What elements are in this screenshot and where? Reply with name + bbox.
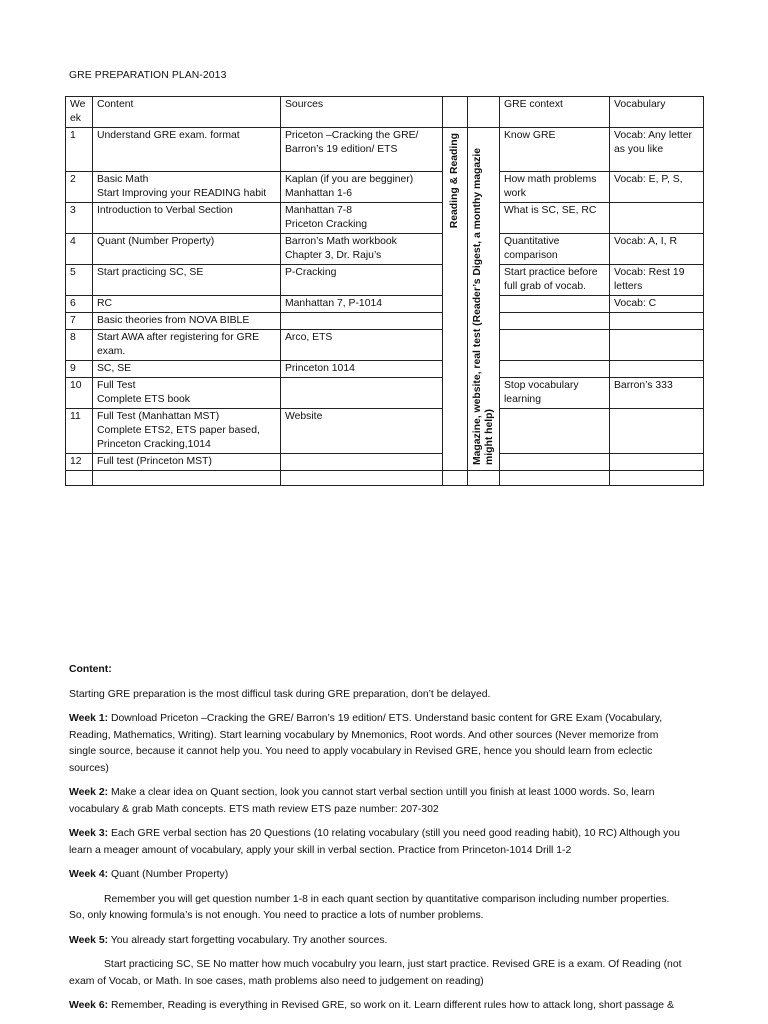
week-label: Week 3: xyxy=(69,828,109,839)
cell-week: 11 xyxy=(66,409,93,454)
cell-content: Basic Math Start Improving your READING habit xyxy=(93,172,281,203)
cell-vocabulary xyxy=(610,361,704,378)
sources-vertical-label: Magazine, website, real test (Reader’s Digest, a monthy magazie might help) xyxy=(472,147,495,465)
header-sources: Sources xyxy=(281,97,443,128)
cell-sources xyxy=(281,378,443,409)
week-label: Week 5: xyxy=(69,934,109,946)
cell-vocabulary: Vocab: Rest 19 letters xyxy=(610,265,704,296)
cell-sources: Manhattan 7-8 Priceton Cracking xyxy=(281,203,443,234)
cell-gre-context xyxy=(500,313,610,330)
cell-blank xyxy=(468,471,500,486)
cell-gre-context xyxy=(500,471,610,486)
sources-vertical-cell xyxy=(468,128,500,471)
table-row xyxy=(66,313,704,330)
table-header-row xyxy=(66,97,704,128)
week-label: Week 1: xyxy=(69,713,109,724)
cell-gre-context: Quantitative comparison xyxy=(500,234,610,265)
cell-vocabulary: Vocab: C xyxy=(610,296,704,313)
cell-week: 4 xyxy=(66,234,93,265)
cell-sources: Princeton 1014 xyxy=(281,361,443,378)
cell-week: 2 xyxy=(66,172,93,203)
cell-week: 9 xyxy=(66,361,93,378)
cell-gre-context: What is SC, SE, RC xyxy=(500,203,610,234)
cell-week: 6 xyxy=(66,296,93,313)
week-label: Week 2: xyxy=(69,787,109,798)
cell-blank xyxy=(443,471,468,486)
table-row xyxy=(66,172,704,203)
week-6-note xyxy=(69,998,683,1015)
cell-content: Start practicing SC, SE xyxy=(93,265,281,296)
cell-content: SC, SE xyxy=(93,361,281,378)
table-row xyxy=(66,454,704,471)
header-blank-2 xyxy=(468,97,500,128)
header-content: Content xyxy=(93,97,281,128)
cell-week: 1 xyxy=(66,128,93,172)
cell-vocabulary xyxy=(610,313,704,330)
header-vocabulary: Vocabulary xyxy=(610,97,704,128)
cell-gre-context xyxy=(500,296,610,313)
cell-gre-context xyxy=(500,330,610,361)
cell-sources: Barron’s Math workbook Chapter 3, Dr. Raju’s xyxy=(281,234,443,265)
cell-week: 5 xyxy=(66,265,93,296)
cell-content: Full Test Complete ETS book xyxy=(93,378,281,409)
cell-sources: Arco, ETS xyxy=(281,330,443,361)
cell-gre-context: Start practice before full grab of vocab. xyxy=(500,265,610,296)
week-text: Remember, Reading is everything in Revised GRE, so work on it. Learn different rules how to attack long, short passage & xyxy=(108,1000,674,1011)
cell-content: RC xyxy=(93,296,281,313)
cell-sources: Priceton –Cracking the GRE/ Barron’s 19 edition/ ETS xyxy=(281,128,443,172)
cell-gre-context: How math problems work xyxy=(500,172,610,203)
cell-content xyxy=(93,471,281,486)
cell-week: 8 xyxy=(66,330,93,361)
week-1-note xyxy=(69,711,683,777)
week-text: Make a clear idea on Quant section, look you cannot start verbal section untill you finish at least 1000 words. So, learn vocabulary & grab Math concepts. ETS math review ETS paze number: 207-302 xyxy=(69,787,655,815)
week-3-note xyxy=(69,826,683,859)
cell-content: Quant (Number Property) xyxy=(93,234,281,265)
intro-paragraph: Starting GRE preparation is the most difficul task during GRE preparation, don’t be delayed. xyxy=(69,688,491,700)
cell-week: 3 xyxy=(66,203,93,234)
cell-week xyxy=(66,471,93,486)
content-notes xyxy=(69,662,683,1023)
table-row xyxy=(66,471,704,486)
week-5-paragraph: Start practicing SC, SE No matter how much vocabulry you learn, just start practice. Revised GRE is a exam. Of Reading (not exam of Vocab, or Math. In soe cases, math problems also need to judgement on reading) xyxy=(69,959,682,987)
reading-vertical-label: Reading & Reading xyxy=(449,133,460,229)
preparation-plan-table xyxy=(65,96,704,486)
cell-sources: Manhattan 7, P-1014 xyxy=(281,296,443,313)
cell-vocabulary xyxy=(610,454,704,471)
week-text: You already start forgetting vocabulary. Try another sources. xyxy=(108,934,388,946)
header-week: We ek xyxy=(66,97,93,128)
cell-vocabulary: Vocab: A, I, R xyxy=(610,234,704,265)
header-blank-1 xyxy=(443,97,468,128)
cell-gre-context: Know GRE xyxy=(500,128,610,172)
table-row xyxy=(66,265,704,296)
header-gre-context: GRE context xyxy=(500,97,610,128)
table-row xyxy=(66,203,704,234)
week-text: Download Priceton –Cracking the GRE/ Barron’s 19 edition/ ETS. Understand basic content for GRE Exam (Vocabulary, Reading, Mathematics, Writing). Start learning vocabulary by Mnemonics, Root words. And other sources (Never memorize from single source, because it cannot help you. You need to apply vocabulary in Revised GRE, hence you should learn from eclectic sources) xyxy=(69,713,663,774)
table-row xyxy=(66,378,704,409)
cell-content: Understand GRE exam. format xyxy=(93,128,281,172)
table-row xyxy=(66,409,704,454)
table-row xyxy=(66,128,704,172)
cell-content: Basic theories from NOVA BIBLE xyxy=(93,313,281,330)
week-text: Quant (Number Property) xyxy=(108,869,229,880)
cell-content: Full test (Princeton MST) xyxy=(93,454,281,471)
cell-gre-context xyxy=(500,409,610,454)
cell-sources xyxy=(281,454,443,471)
cell-vocabulary: Barron’s 333 xyxy=(610,378,704,409)
content-heading: Content: xyxy=(69,664,112,675)
week-2-note xyxy=(69,785,683,818)
week-label: Week 4: xyxy=(69,869,109,880)
cell-vocabulary xyxy=(610,471,704,486)
table-row xyxy=(66,234,704,265)
document-title: GRE PREPARATION PLAN-2013 xyxy=(69,70,227,81)
cell-content: Introduction to Verbal Section xyxy=(93,203,281,234)
cell-week: 7 xyxy=(66,313,93,330)
week-label: Week 6: xyxy=(69,1000,109,1011)
week-4-note xyxy=(69,867,683,884)
week-5-note xyxy=(69,933,683,950)
cell-sources: Kaplan (if you are begginer) Manhattan 1-6 xyxy=(281,172,443,203)
cell-gre-context xyxy=(500,361,610,378)
cell-gre-context: Stop vocabulary learning xyxy=(500,378,610,409)
cell-sources xyxy=(281,313,443,330)
cell-content: Full Test (Manhattan MST) Complete ETS2, ETS paper based, Princeton Cracking,1014 xyxy=(93,409,281,454)
cell-content: Start AWA after registering for GRE exam. xyxy=(93,330,281,361)
table-row xyxy=(66,330,704,361)
cell-week: 12 xyxy=(66,454,93,471)
cell-sources: P-Cracking xyxy=(281,265,443,296)
cell-vocabulary xyxy=(610,409,704,454)
cell-gre-context xyxy=(500,454,610,471)
table-row xyxy=(66,361,704,378)
cell-week: 10 xyxy=(66,378,93,409)
cell-vocabulary: Vocab: Any letter as you like xyxy=(610,128,704,172)
table-row xyxy=(66,296,704,313)
cell-sources: Website xyxy=(281,409,443,454)
week-4-paragraph: Remember you will get question number 1-8 in each quant section by quantitative comparison including number properties. So, only knowing formula’s is not enough. You need to practice a lots of number problems. xyxy=(69,893,670,921)
cell-vocabulary xyxy=(610,330,704,361)
cell-vocabulary: Vocab: E, P, S, xyxy=(610,172,704,203)
week-text: Each GRE verbal section has 20 Questions (10 relating vocabulary (still you need good reading habit), 10 RC) Although you learn a meager amount of vocabulary, apply your skill in verbal section. Practice from Princeton-1014 Drill 1-2 xyxy=(69,828,680,856)
cell-sources xyxy=(281,471,443,486)
reading-vertical-cell xyxy=(443,128,468,471)
cell-vocabulary xyxy=(610,203,704,234)
